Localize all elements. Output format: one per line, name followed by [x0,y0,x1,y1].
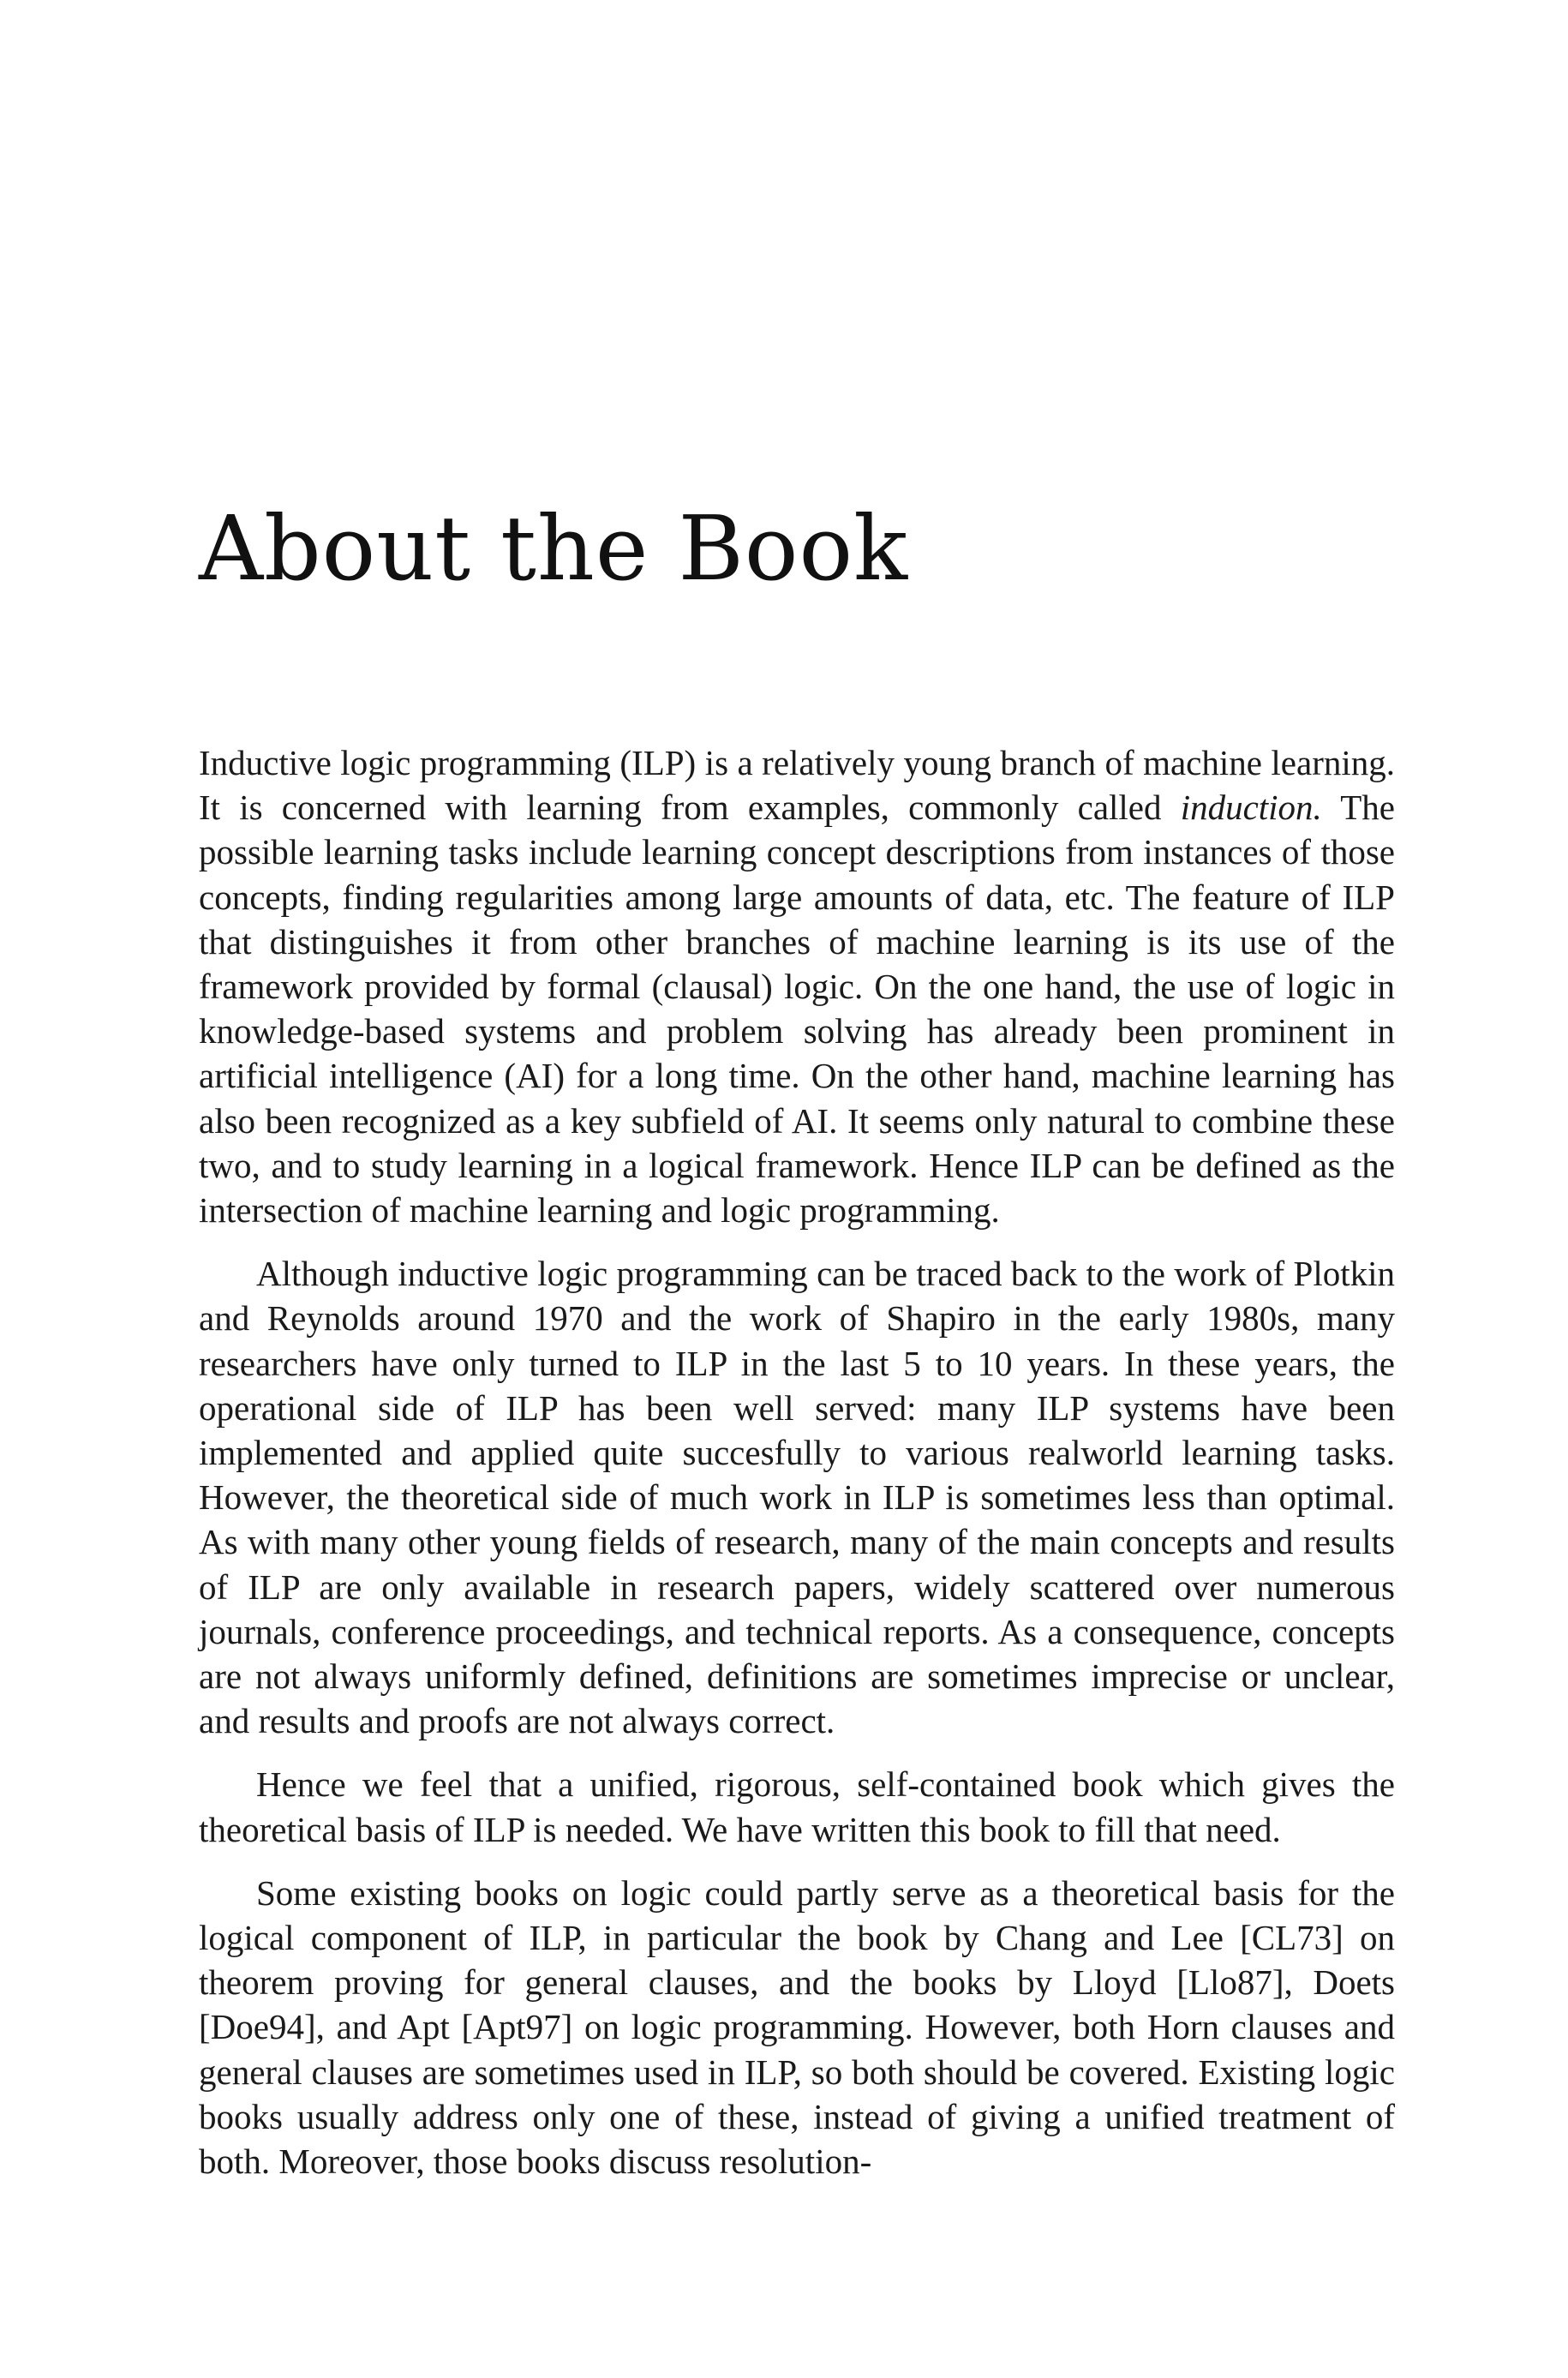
page-title: About the Book [199,496,909,601]
paragraph-intro [199,740,1395,1232]
paragraph-history: Although inductive logic programming can be traced back to the work of Plotkin and Reynolds around 1970 and the work of Shapiro in the early 1980s, many researchers have only turned to ILP in the last 5 to 10 years. In these years, the operational side of ILP has been well served: many ILP systems have been implemented and applied quite succesfully to various realworld learning tasks. However, the theoretical side of much work in ILP is sometimes less than optimal. As with many other young fields of research, many of the main concepts and results of ILP are only available in research papers, widely scattered over numerous journals, conference proceedings, and technical reports. As a consequence, concepts are not always uniformly defined, definitions are sometimes imprecise or unclear, and results and proofs are not always correct. [199,1254,1395,1741]
paragraph-existing-books: Some existing books on logic could partly serve as a theoretical basis for the logical component of ILP, in particular the book by Chang and Lee [CL73] on theorem proving for general clauses, and the books by Lloyd [Llo87], Doets [Doe94], and Apt [Apt97] on logic programming. However, both Horn clauses and general clauses are sometimes used in ILP, so both should be covered. Existing logic books usually address only one of these, instead of giving a unified treatment of both. Moreover, those books discuss resolution- [199,1872,1395,2182]
intro-italic-term: induction. [1180,788,1322,828]
intro-text-1: Inductive logic programming (ILP) is a relatively young branch of machine learning. It is concerned with learning from examples, commonly called [199,743,1395,828]
intro-text-2: The possible learning tasks include learning concept descriptions from instances of those concepts, finding regularities among large amounts of data, etc. The feature of ILP that distinguishes it from other branches of machine learning is its use of the framework provided by formal (clausal) logic. On the one hand, the use of logic in knowledge-based systems and problem solving has already been prominent in artificial intelligence (AI) for a long time. On the other hand, machine learning has also been recognized as a key subfield of AI. It seems only natural to combine these two, and to study learning in a logical framework. Hence ILP can be defined as the intersection of machine learning and logic programming. [199,788,1395,1231]
paragraph-motivation: Hence we feel that a unified, rigorous, self-contained book which gives the theoretical basis of ILP is needed. We have written this book to fill that need. [199,1764,1395,1849]
body-text [199,740,1395,2202]
